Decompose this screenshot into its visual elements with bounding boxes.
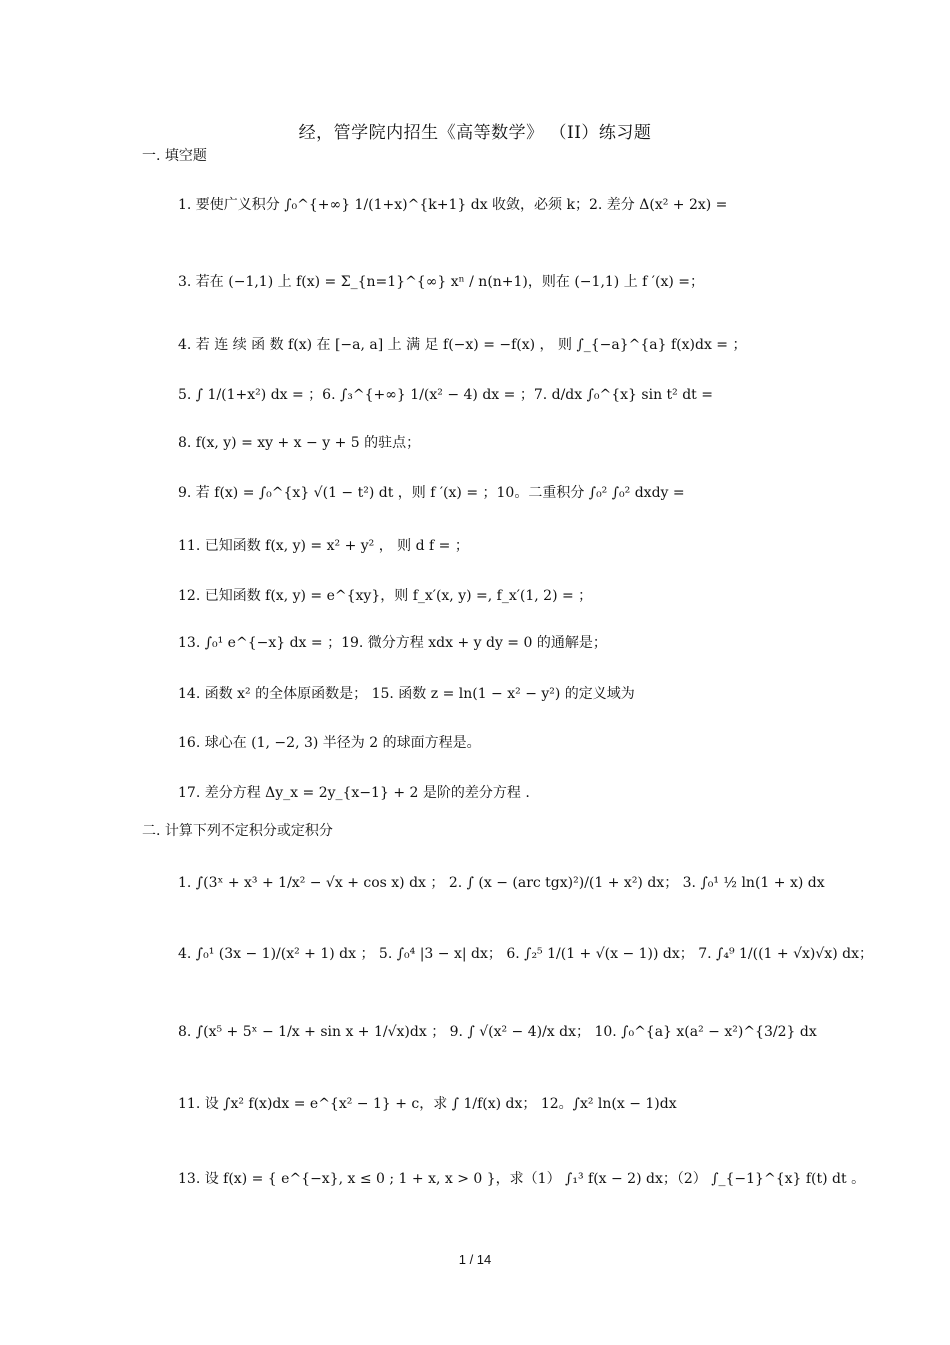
fill-item-12: 12. 已知函数 f(x, y) = e^{xy}，则 f_x′(x, y) =, f_x′(1, 2) = ； — [178, 588, 593, 604]
page-title: 经，管学院内招生《高等数学》 （II）练习题 — [298, 123, 652, 143]
page-number: 1 / 14 — [458, 1252, 492, 1267]
fill-item-16: 16. 球心在 (1, −2, 3) 半径为 2 的球面方程是。 — [178, 735, 481, 751]
section-heading-calc: 二. 计算下列不定积分或定积分 — [142, 823, 333, 839]
fill-item-4: 4. 若 连 续 函 数 f(x) 在 [−a, a] 上 满 足 f(−x) = −f(x) ， 则 ∫_{−a}^{a} f(x)dx = ； — [178, 337, 747, 353]
calc-item-1-3: 1. ∫(3ˣ + x³ + 1/x² − √x + cos x) dx ； 2. ∫ (x − (arc tgx)²)/(1 + x²) dx； 3. ∫₀¹ ½ ln(1 + x) dx — [178, 875, 825, 891]
fill-item-17: 17. 差分方程 Δy_x = 2y_{x−1} + 2 是阶的差分方程 . — [178, 785, 530, 801]
calc-item-11-12: 11. 设 ∫x² f(x)dx = e^{x² − 1} + c，求 ∫ 1/f(x) dx； 12。∫x² ln(x − 1)dx — [178, 1096, 677, 1112]
calc-item-13: 13. 设 f(x) = { e^{−x}, x ≤ 0 ; 1 + x, x > 0 }，求（1） ∫₁³ f(x − 2) dx；（2） ∫_{−1}^{x} f(t) dt 。 — [178, 1171, 866, 1187]
calc-item-4-7: 4. ∫₀¹ (3x − 1)/(x² + 1) dx ； 5. ∫₀⁴ |3 − x| dx； 6. ∫₂⁵ 1/(1 + √(x − 1)) dx； 7. ∫₄⁹ 1/((1 + √x)√x) dx； — [178, 946, 873, 962]
fill-item-1-2: 1. 要使广义积分 ∫₀^{+∞} 1/(1+x)^{k+1} dx 收敛，必须 k；2. 差分 Δ(x² + 2x) = — [178, 197, 728, 213]
fill-item-9-10: 9. 若 f(x) = ∫₀^{x} √(1 − t²) dt ，则 f ′(x) = ；10。二重积分 ∫₀² ∫₀² dxdy = — [178, 485, 685, 501]
calc-item-8-10: 8. ∫(x⁵ + 5ˣ − 1/x + sin x + 1/√x)dx ； 9. ∫ √(x² − 4)/x dx； 10. ∫₀^{a} x(a² − x²)^{3/2} dx — [178, 1024, 817, 1040]
fill-item-3: 3. 若在 (−1,1) 上 f(x) = Σ_{n=1}^{∞} xⁿ / n(n+1)，则在 (−1,1) 上 f ′(x) =； — [178, 274, 704, 290]
fill-item-13-19: 13. ∫₀¹ e^{−x} dx = ；19. 微分方程 xdx + y dy = 0 的通解是； — [178, 635, 607, 651]
fill-item-8: 8. f(x, y) = xy + x − y + 5 的驻点； — [178, 435, 421, 451]
fill-item-11: 11. 已知函数 f(x, y) = x² + y² ， 则 d f = ； — [178, 538, 469, 554]
fill-item-5-7: 5. ∫ 1/(1+x²) dx = ；6. ∫₃^{+∞} 1/(x² − 4) dx = ；7. d/dx ∫₀^{x} sin t² dt = — [178, 387, 713, 403]
fill-item-14-15: 14. 函数 x² 的全体原函数是； 15. 函数 z = ln(1 − x² − y²) 的定义域为 — [178, 686, 635, 702]
section-heading-fill-in: 一. 填空题 — [142, 148, 207, 164]
